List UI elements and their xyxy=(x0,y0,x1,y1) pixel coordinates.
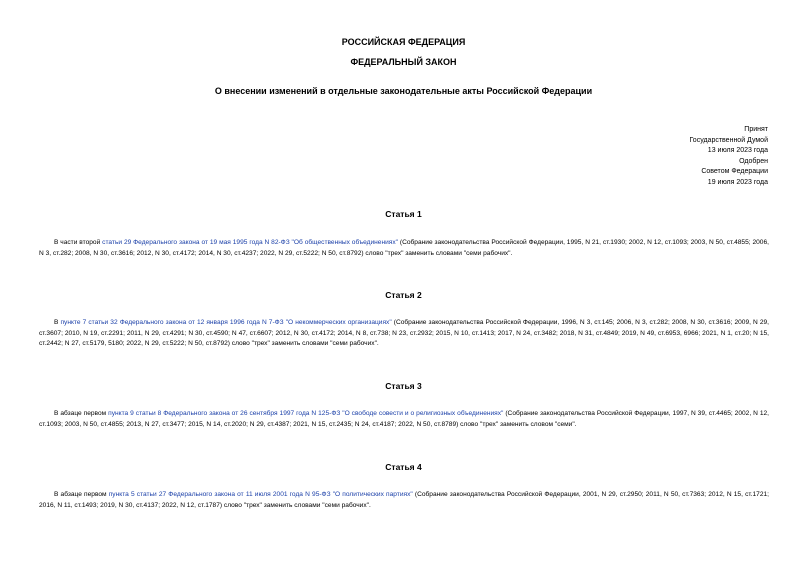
article-2-link[interactable]: пункте 7 статьи 32 Федерального закона от 12 января 1996 года N 7-ФЗ "О некоммерческих организациях" xyxy=(60,319,392,326)
article-4-link[interactable]: пункта 5 статьи 27 Федерального закона от 11 июля 2001 года N 95-ФЗ "О политических партиях" xyxy=(108,491,413,498)
article-1-text xyxy=(39,238,769,259)
adoption-line: 19 июля 2023 года xyxy=(707,178,768,186)
article-3-title: Статья 3 xyxy=(385,381,422,391)
article-1-title: Статья 1 xyxy=(385,209,422,219)
country-heading: РОССИЙСКАЯ ФЕДЕРАЦИЯ xyxy=(341,37,466,47)
article-2-text xyxy=(39,318,769,350)
article-text-pre: В части второй xyxy=(54,239,103,246)
article-text-post: (Собрание законодательства Российской Федерации, 1997, N 39, ст.4465; 2002, N 12, ст.1093; 2003, N 50, ст.4855; 2013, N 27, ст.3477; 2015, N 14, ст.2020; N 29, ст.4387; 2021, N 15, ст.2435; N 24, ст.4187; 2022, N 50, ст.8789) слово "трех" заменить словом "семи". xyxy=(39,410,769,428)
article-4-text xyxy=(39,490,769,511)
article-3-text xyxy=(39,409,769,430)
article-1-link[interactable]: статьи 29 Федерального закона от 19 мая 1995 года N 82-ФЗ "Об общественных объединениях" xyxy=(102,239,399,246)
article-text-post: (Собрание законодательства Российской Федерации, 1995, N 21, ст.1930; 2002, N 12, ст.1093; 2003, N 50, ст.4855; 2006, N 3, ст.282; 2008, N 30, ст.3616; 2012, N 30, ст.4172; 2014, N 30, ст.4237; 2022, N 29, ст.5222; N 50, ст.8792) слово "трех" заменить словами "семи рабочих". xyxy=(39,239,769,257)
law-type-heading: ФЕДЕРАЛЬНЫЙ ЗАКОН xyxy=(350,57,457,67)
article-3-link[interactable]: пункта 9 статьи 8 Федерального закона от 26 сентября 1997 года N 125-ФЗ "О свободе совести и о религиозных объединениях" xyxy=(108,410,504,417)
adoption-line: Советом Федерации xyxy=(701,168,768,176)
article-text-post: (Собрание законодательства Российской Федерации, 2001, N 29, ст.2950; 2011, N 50, ст.7363; 2012, N 15, ст.1721; 2016, N 11, ст.1493; 2019, N 30, ст.4137; 2022, N 12, ст.1787) слово "трех" заменить словами "семи рабочих". xyxy=(39,491,769,509)
article-text-pre: В абзаце первом xyxy=(54,410,109,417)
adoption-line: Одобрен xyxy=(739,157,768,165)
article-2-title: Статья 2 xyxy=(385,290,422,300)
article-text-pre: В абзаце первом xyxy=(54,491,109,498)
article-text-pre: В xyxy=(54,319,61,326)
adoption-block xyxy=(689,125,768,189)
law-title: О внесении изменений в отдельные законодательные акты Российской Федерации xyxy=(214,86,593,96)
adoption-line: 13 июля 2023 года xyxy=(707,147,768,155)
adoption-line: Государственной Думой xyxy=(689,136,768,144)
article-text-post: (Собрание законодательства Российской Федерации, 1996, N 3, ст.145; 2006, N 3, ст.282; 2008, N 30, ст.3616; 2009, N 29, ст.3607; 2010, N 19, ст.2291; 2011, N 29, ст.4291; N 30, ст.4590; N 47, ст.6607; 2012, N 30, ст.4172; 2014, N 8, ст.738; N 23, ст.2932; 2015, N 10, ст.1413; 2017, N 24, ст.3482; 2018, N 31, ст.4849; 2019, N 49, ст.6953, 6966; 2021, N 1, ст.20; N 15, ст.2442; N 27, ст.5179, 5180; 2022, N 29, ст.5222; N 50, ст.8792) слово "трех" заменить словами "семи рабочих". xyxy=(39,319,769,347)
adoption-line: Принят xyxy=(744,126,768,133)
article-4-title: Статья 4 xyxy=(385,462,422,472)
